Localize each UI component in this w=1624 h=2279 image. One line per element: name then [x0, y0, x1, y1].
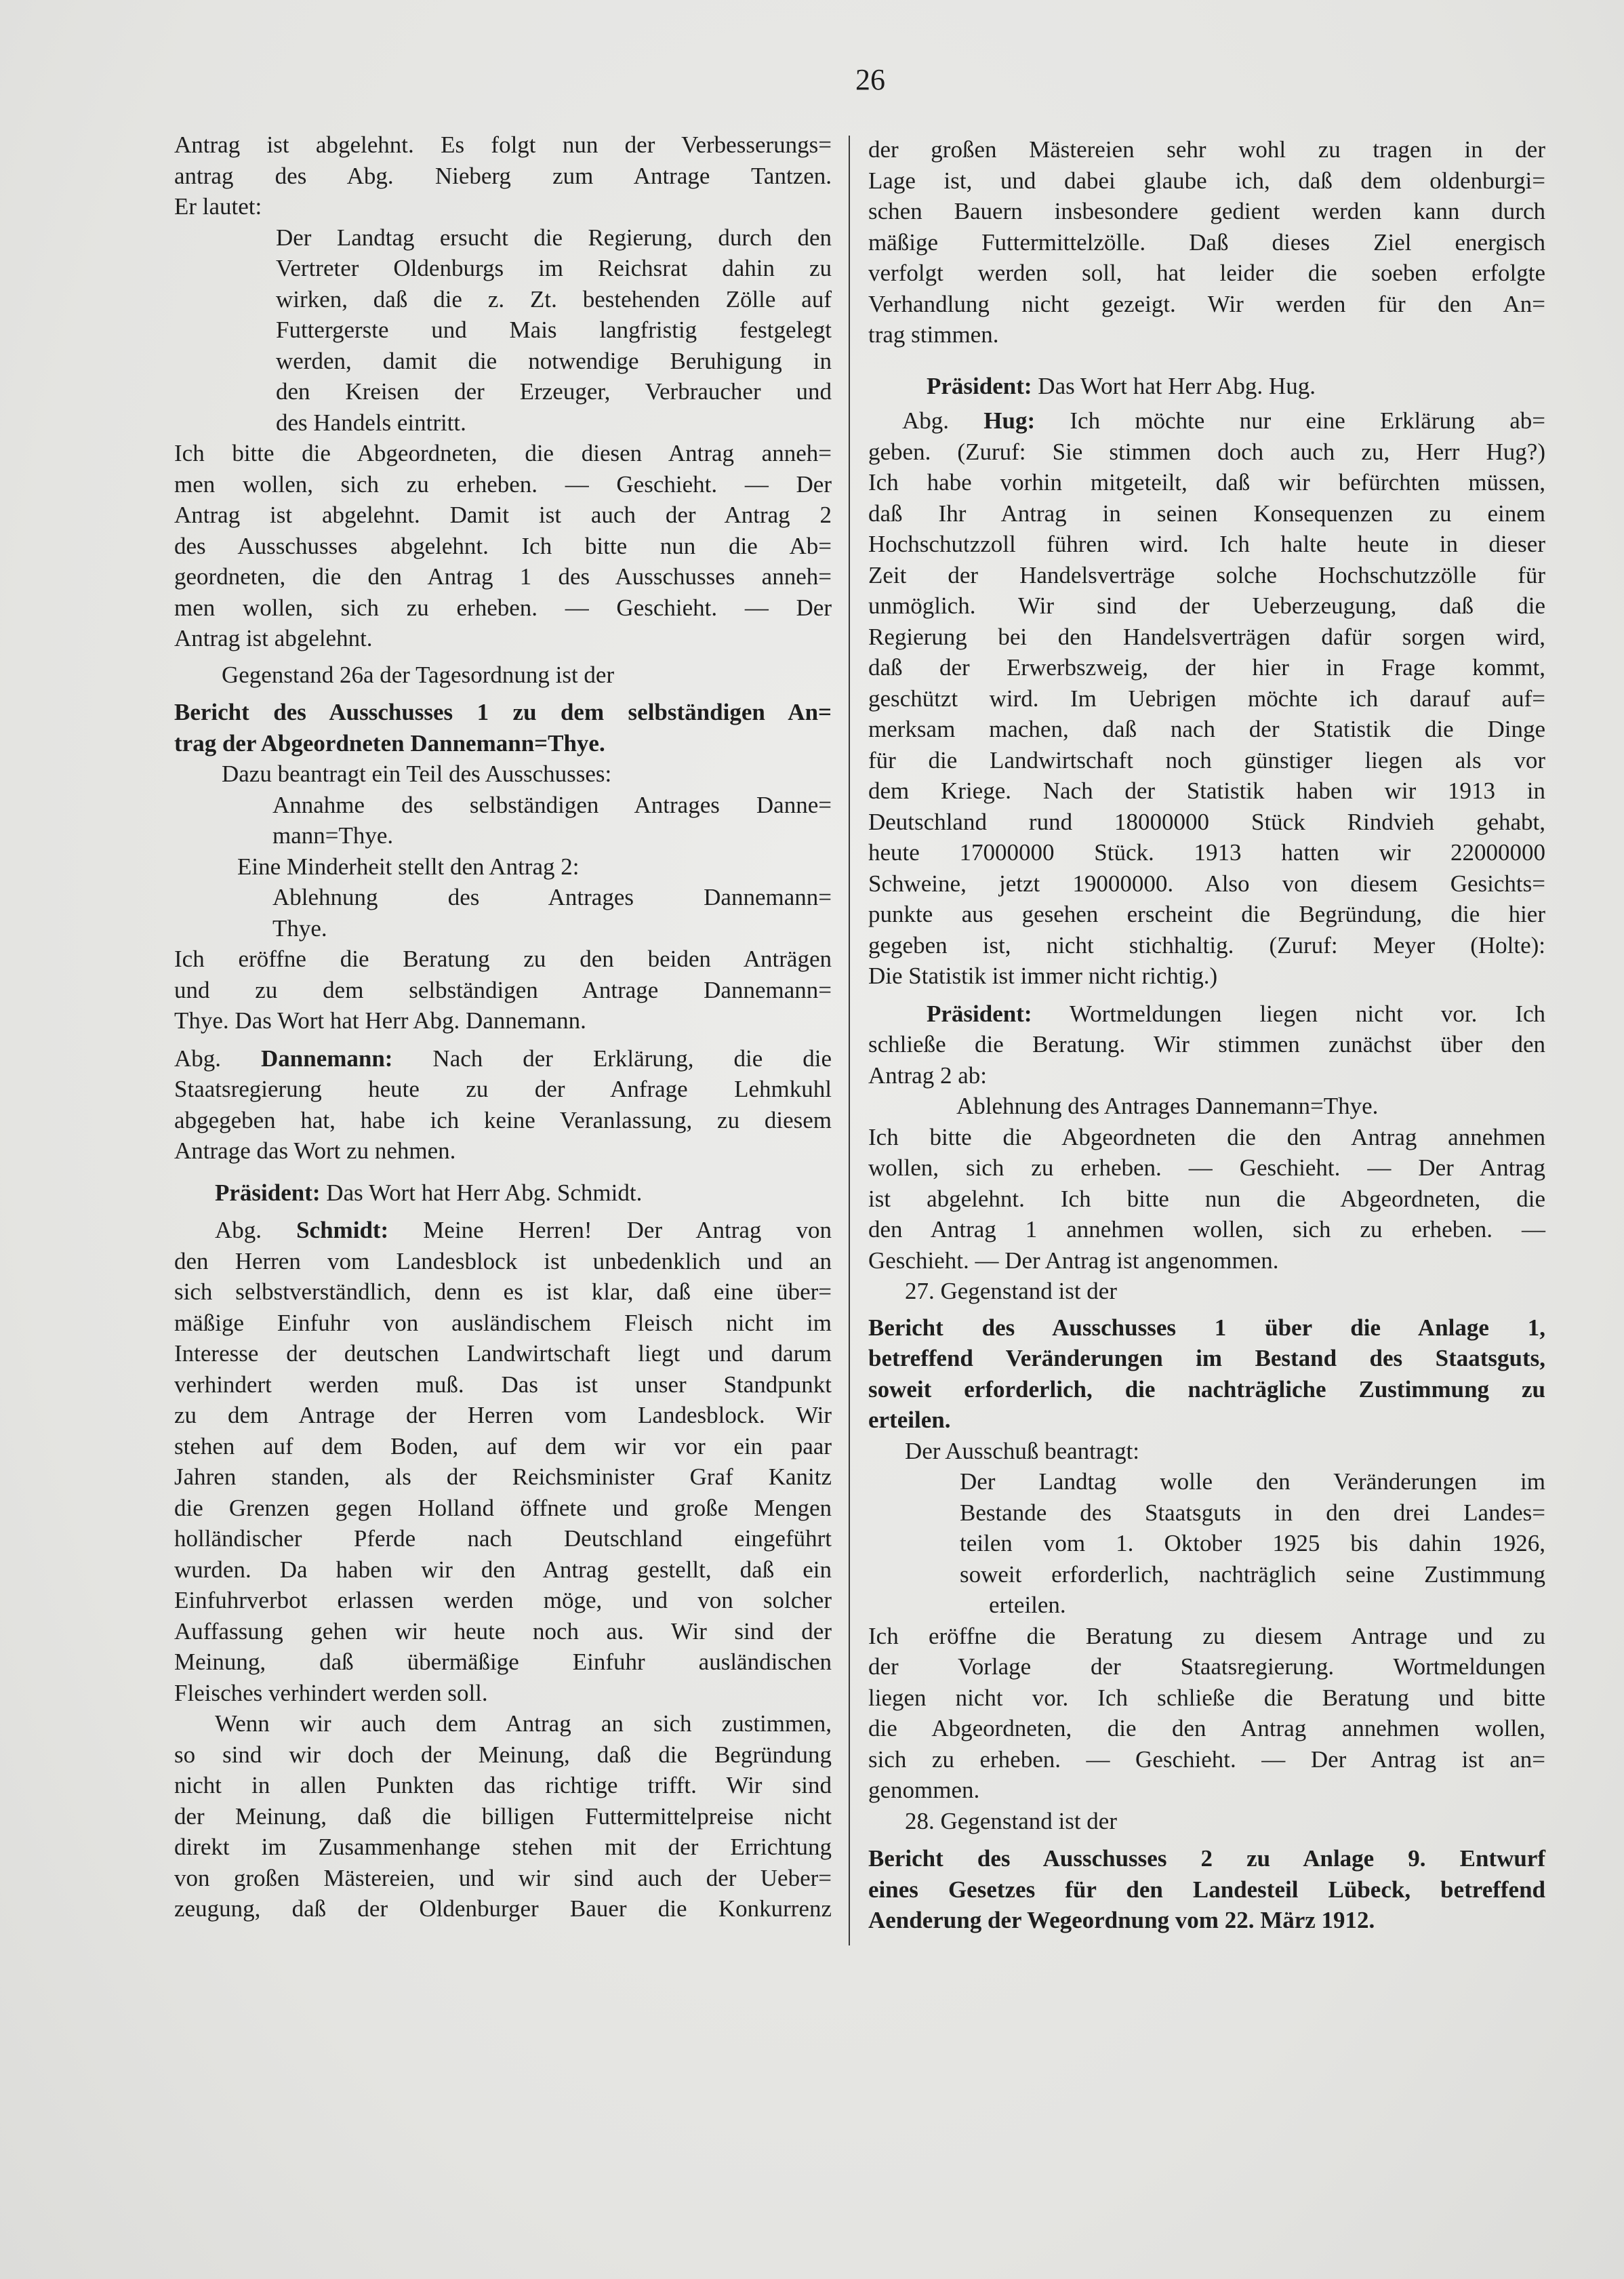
line-text: Ich möchte nur eine Erklärung ab=: [1035, 407, 1545, 434]
text-line: verhindert werden muß. Das ist unser Standpunkt: [174, 1371, 832, 1398]
paragraph: [868, 999, 1545, 1091]
speaker-name: Dannemann:: [260, 1045, 393, 1072]
section-heading: [868, 1312, 1545, 1436]
text-line: Staatsregierung heute zu der Anfrage Lehmkuhl: [174, 1076, 832, 1102]
text-line: Antrage das Wort zu nehmen.: [174, 1137, 456, 1164]
text-line: erteilen.: [868, 1407, 951, 1433]
text-line: Ablehnung des Antrages Dannemann=Thye.: [956, 1093, 1379, 1119]
text-line: werden, damit die notwendige Beruhigung in: [276, 347, 832, 374]
text-line: des Ausschusses abgelehnt. Ich bitte nun die Ab=: [174, 532, 832, 559]
text-line: Gegenstand 26a der Tagesordnung ist der: [222, 661, 615, 688]
text-line: Antrag ist abgelehnt. Es folgt nun der Verbesserungs=: [174, 132, 832, 158]
line-prefix: Abg.: [174, 1045, 261, 1072]
text-line: eines Gesetzes für den Landesteil Lübeck, betreffend: [868, 1876, 1545, 1903]
text-line: Zeit der Handelsverträge solche Hochschutzzölle für: [868, 561, 1545, 588]
text-line: Der Landtag ersucht die Regierung, durch den: [276, 224, 832, 251]
text-line: Eine Minderheit stellt den Antrag 2:: [237, 853, 580, 880]
text-line: des Handels eintritt.: [276, 409, 466, 436]
text-line: Hochschutzzoll führen wird. Ich halte heute in dieser: [868, 531, 1545, 557]
text-line: genommen.: [868, 1777, 980, 1803]
text-line: wurden. Da haben wir den Antrag gestellt, daß ein: [174, 1556, 832, 1583]
paragraph: [868, 1436, 1545, 1467]
text-line: [174, 1215, 832, 1246]
text-line: Geschieht. — Der Antrag ist angenommen.: [868, 1247, 1279, 1274]
text-line: so sind wir doch der Meinung, daß die Begründung: [174, 1741, 832, 1768]
line-text: Wortmeldungen liegen nicht vor. Ich: [1032, 1000, 1545, 1027]
paragraph: [868, 1466, 1545, 1621]
paragraph: [174, 790, 832, 851]
text-line: Bericht des Ausschusses 1 zu dem selbständigen An=: [174, 699, 832, 725]
section-heading: [868, 1843, 1545, 1936]
text-line: 28. Gegenstand ist der: [905, 1807, 1117, 1834]
text-line: men wollen, sich zu erheben. — Geschieht. — Der: [174, 594, 832, 621]
text-line: [868, 405, 1545, 437]
text-line: betreffend Veränderungen im Bestand des Staatsguts,: [868, 1345, 1545, 1371]
text-line: Annahme des selbständigen Antrages Danne=: [272, 791, 832, 818]
text-line: Bericht des Ausschusses 2 zu Anlage 9. Entwurf: [868, 1845, 1545, 1872]
paragraph: [868, 1122, 1545, 1276]
text-line: Ich bitte die Abgeordneten die den Antrag annehmen: [868, 1123, 1545, 1150]
paragraph: [174, 759, 832, 790]
speaker-name: Präsident:: [927, 372, 1032, 399]
speaker-name: Präsident:: [927, 1000, 1032, 1027]
text-line: trag stimmen.: [868, 321, 999, 348]
text-line: abgegeben hat, habe ich keine Veranlassung, zu diesem: [174, 1106, 832, 1133]
text-line: antrag des Abg. Nieberg zum Antrage Tantzen.: [174, 162, 832, 189]
text-line: den Antrag 1 annehmen wollen, sich zu erheben. —: [868, 1216, 1545, 1243]
text-line: schen Bauern insbesondere gedient werden kann durch: [868, 198, 1545, 224]
text-line: geordneten, die den Antrag 1 des Ausschusses anneh=: [174, 563, 832, 590]
line-text: Das Wort hat Herr Abg. Hug.: [1032, 372, 1316, 399]
text-line: von großen Mästereien, und wir sind auch der Ueber=: [174, 1864, 832, 1891]
text-line: die Grenzen gegen Holland öffnete und große Mengen: [174, 1494, 832, 1521]
paragraph: [174, 129, 832, 222]
text-line: Futtergerste und Mais langfristig festgelegt: [276, 317, 832, 343]
text-line: Deutschland rund 18000000 Stück Rindvieh gehabt,: [868, 808, 1545, 835]
text-line: direkt im Zusammenhange stehen mit der Errichtung: [174, 1834, 832, 1860]
text-line: geben. (Zuruf: Sie stimmen doch auch zu, Herr Hug?): [868, 438, 1545, 465]
paragraph: [174, 944, 832, 1036]
text-line: Ablehnung des Antrages Dannemann=: [272, 884, 832, 910]
text-line: Ich bitte die Abgeordneten, die diesen Antrag anneh=: [174, 440, 832, 466]
text-line: daß der Erwerbszweig, der hier in Frage kommt,: [868, 654, 1545, 681]
text-line: Ich habe vorhin mitgeteilt, daß wir befürchten müssen,: [868, 469, 1545, 496]
text-line: men wollen, sich zu erheben. — Geschieht. — Der: [174, 470, 832, 498]
paragraph: [174, 882, 832, 944]
text-line: und zu dem selbständigen Antrage Dannemann=: [174, 976, 832, 1003]
text-line: den Kreisen der Erzeuger, Verbraucher und: [276, 378, 832, 405]
text-line: Dazu beantragt ein Teil des Ausschusses:: [222, 761, 612, 787]
section-heading: [174, 697, 832, 759]
paragraph: [174, 222, 832, 439]
text-line: der großen Mästereien sehr wohl zu tragen in der: [868, 136, 1545, 163]
paragraph: [868, 1091, 1545, 1122]
text-line: soweit erforderlich, die nachträgliche Zustimmung zu: [868, 1375, 1545, 1403]
line-text: Meine Herren! Der Antrag von: [388, 1217, 832, 1243]
text-line: erteilen.: [989, 1592, 1066, 1618]
text-line: Schweine, jetzt 19000000. Also von diesem Gesichts=: [868, 870, 1545, 897]
paragraph: [868, 1276, 1545, 1307]
speaker-name: Hug:: [983, 407, 1036, 434]
text-line: zeugung, daß der Oldenburger Bauer die Konkurrenz: [174, 1895, 832, 1922]
text-line: [174, 1177, 832, 1209]
text-line: Der Ausschuß beantragt:: [905, 1437, 1140, 1464]
text-line: sich zu erheben. — Geschieht. — Der Antrag ist an=: [868, 1746, 1545, 1773]
text-line: unmöglich. Wir sind der Ueberzeugung, daß die: [868, 592, 1545, 619]
text-line: Er lautet:: [174, 193, 262, 220]
text-line: heute 17000000 Stück. 1913 hatten wir 22000000: [868, 839, 1545, 866]
text-line: trag der Abgeordneten Dannemann=Thye.: [174, 729, 605, 757]
text-line: geschützt wird. Im Uebrigen möchte ich darauf auf=: [868, 685, 1545, 712]
text-line: Antrag ist abgelehnt. Damit ist auch der Antrag 2: [174, 502, 832, 528]
text-line: Antrag ist abgelehnt.: [174, 625, 373, 651]
text-line: Die Statistik ist immer nicht richtig.): [868, 963, 1218, 989]
text-line: Wenn wir auch dem Antrag an sich zustimmen,: [215, 1710, 832, 1737]
text-line: [174, 1043, 832, 1074]
text-line: Der Landtag wolle den Veränderungen im: [960, 1468, 1545, 1495]
left-column: [174, 129, 832, 1924]
paragraph: [868, 405, 1545, 992]
text-line: Bestande des Staatsguts in den drei Landes=: [960, 1499, 1545, 1526]
text-line: 27. Gegenstand ist der: [905, 1278, 1117, 1304]
paragraph: [868, 371, 1545, 402]
text-line: Auffassung gehen wir heute noch aus. Wir sind der: [174, 1617, 832, 1645]
text-line: soweit erforderlich, nachträglich seine Zustimmung: [960, 1560, 1545, 1588]
paragraph: [174, 660, 832, 691]
text-line: Thye.: [272, 914, 327, 942]
text-line: für die Landwirtschaft noch günstiger liegen als vor: [868, 746, 1545, 773]
paragraph: [868, 134, 1545, 350]
text-line: zu dem Antrage der Herren vom Landesblock. Wir: [174, 1402, 832, 1428]
text-line: Regierung bei den Handelsverträgen dafür sorgen wird,: [868, 623, 1545, 650]
paragraph: [174, 1708, 832, 1924]
text-line: Ich eröffne die Beratung zu den beiden Anträgen: [174, 946, 832, 972]
text-line: Interesse der deutschen Landwirtschaft liegt und darum: [174, 1340, 832, 1367]
text-line: der Vorlage der Staatsregierung. Wortmeldungen: [868, 1653, 1545, 1680]
text-line: Meinung, daß übermäßige Einfuhr ausländischen: [174, 1649, 832, 1675]
text-line: Vertreter Oldenburgs im Reichsrat dahin zu: [276, 255, 832, 281]
page-number: 26: [855, 63, 885, 96]
text-line: sich selbstverständlich, denn es ist klar, daß eine über=: [174, 1278, 832, 1305]
text-line: wollen, sich zu erheben. — Geschieht. — Der Antrag: [868, 1154, 1545, 1181]
text-line: stehen auf dem Boden, auf dem wir vor ein paar: [174, 1432, 832, 1459]
text-line: schließe die Beratung. Wir stimmen zunächst über den: [868, 1031, 1545, 1057]
paragraph: [174, 851, 832, 883]
text-line: daß Ihr Antrag in seinen Konsequenzen zu einem: [868, 500, 1545, 527]
speaker-name: Präsident:: [215, 1179, 321, 1206]
line-prefix: Abg.: [902, 407, 984, 434]
paragraph: [174, 1177, 832, 1209]
text-line: nicht in allen Punkten das richtige trifft. Wir sind: [174, 1772, 832, 1798]
line-prefix: Abg.: [215, 1217, 297, 1243]
text-line: teilen vom 1. Oktober 1925 bis dahin 1926,: [960, 1530, 1545, 1556]
text-line: Ich eröffne die Beratung zu diesem Antrage und zu: [868, 1622, 1545, 1649]
text-line: Jahren standen, als der Reichsminister Graf Kanitz: [174, 1464, 832, 1490]
line-text: Das Wort hat Herr Abg. Schmidt.: [320, 1179, 643, 1206]
text-line: punkte aus gesehen erscheint die Begründung, die hier: [868, 901, 1545, 927]
text-line: [868, 999, 1545, 1030]
paragraph: [174, 1215, 832, 1708]
text-line: gegeben ist, nicht stichhaltig. (Zuruf: Meyer (Holte):: [868, 931, 1545, 959]
column-divider: [849, 136, 850, 1945]
paragraph: [174, 438, 832, 654]
paragraph: [174, 1043, 832, 1167]
text-line: merksam machen, daß nach der Statistik die Dinge: [868, 716, 1545, 742]
text-line: verfolgt werden soll, hat leider die soeben erfolgte: [868, 260, 1545, 286]
text-line: [868, 371, 1545, 402]
text-line: der Meinung, daß die billigen Futtermittelpreise nicht: [174, 1802, 832, 1830]
text-line: mann=Thye.: [272, 822, 394, 849]
text-line: mäßige Einfuhr von ausländischem Fleisch nicht im: [174, 1309, 832, 1336]
text-line: holländischer Pferde nach Deutschland eingeführt: [174, 1525, 832, 1552]
text-line: wirken, daß die z. Zt. bestehenden Zölle auf: [276, 285, 832, 312]
text-line: Antrag 2 ab:: [868, 1062, 987, 1089]
text-line: ist abgelehnt. Ich bitte nun die Abgeordneten, die: [868, 1185, 1545, 1212]
text-line: mäßige Futtermittelzölle. Daß dieses Ziel energisch: [868, 228, 1545, 256]
text-line: den Herren vom Landesblock ist unbedenklich und an: [174, 1247, 832, 1274]
text-line: Lage ist, und dabei glaube ich, daß dem oldenburgi=: [868, 167, 1545, 194]
speaker-name: Schmidt:: [296, 1217, 389, 1243]
paragraph: [868, 1621, 1545, 1806]
text-line: Fleisches verhindert werden soll.: [174, 1679, 488, 1706]
text-line: dem Kriege. Nach der Statistik haben wir 1913 in: [868, 778, 1545, 804]
text-line: Aenderung der Wegeordnung vom 22. März 1912.: [868, 1907, 1375, 1933]
paragraph: [868, 1806, 1545, 1837]
text-line: Thye. Das Wort hat Herr Abg. Dannemann.: [174, 1007, 586, 1034]
text-line: Bericht des Ausschusses 1 über die Anlage 1,: [868, 1314, 1545, 1341]
line-text: Nach der Erklärung, die die: [392, 1045, 832, 1072]
text-line: Verhandlung nicht gezeigt. Wir werden für den An=: [868, 290, 1545, 317]
right-column: [868, 134, 1545, 1936]
text-line: Einfuhrverbot erlassen werden möge, und von solcher: [174, 1587, 832, 1613]
text-line: die Abgeordneten, die den Antrag annehmen wollen,: [868, 1715, 1545, 1741]
text-line: liegen nicht vor. Ich schließe die Beratung und bitte: [868, 1684, 1545, 1711]
